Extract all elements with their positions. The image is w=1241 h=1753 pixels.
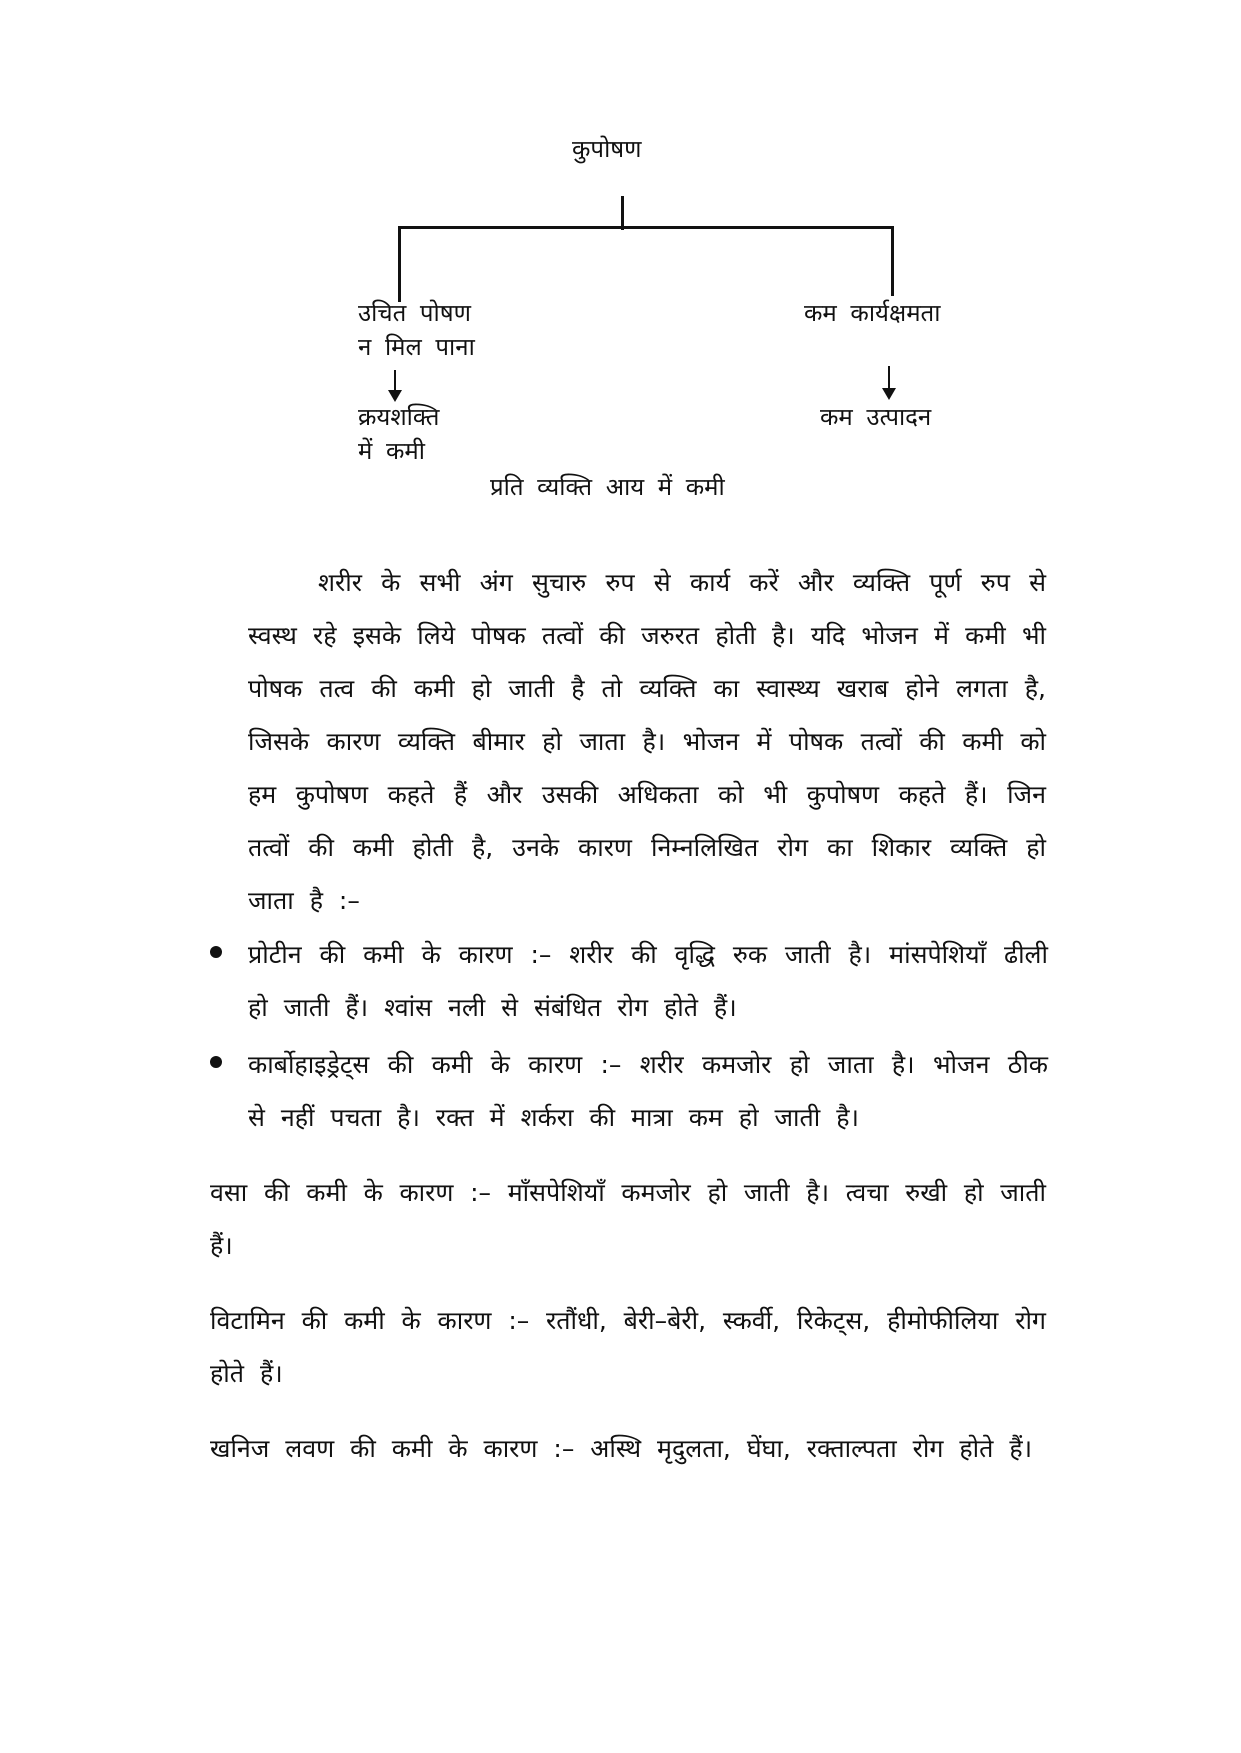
fat-deficiency-paragraph: वसा की कमी के कारण :– माँसपेशियाँ कमजोर हो जाती है। त्वचा रुखी हो जाती हैं। (210, 1178, 1046, 1260)
bullet-dot-icon (210, 1056, 222, 1068)
diagram-left-result (358, 400, 439, 468)
bullet-carbohydrate (210, 1038, 1048, 1144)
diagram-left-branch (358, 296, 475, 364)
left-branch-line (398, 226, 401, 302)
bullet-protein-text: प्रोटीन की कमी के कारण :– शरीर की वृद्धि रुक जाती है। मांसपेशियाँ ढीली हो जाती हैं। श्वांस नली से संबंधित रोग होते हैं। (248, 940, 1048, 1022)
left-branch-line2: न मिल पाना (358, 333, 475, 361)
root-stem-line (621, 196, 624, 230)
horizontal-connector-line (398, 226, 894, 229)
right-branch-line (891, 226, 894, 296)
bullet-carbohydrate-text: कार्बोहाइड्रेट्स की कमी के कारण :– शरीर कमजोर हो जाता है। भोजन ठीक से नहीं पचता है। रक्त में शर्करा की मात्रा कम हो जाती है। (248, 1050, 1048, 1132)
bullet-dot-icon (210, 946, 222, 958)
diagram-right-branch: कम कार्यक्षमता (804, 299, 941, 327)
left-result-line2: में कमी (358, 437, 425, 465)
diagram-right-result: कम उत्पादन (820, 403, 932, 431)
intro-paragraph (248, 556, 1046, 927)
diagram-bottom-label: प्रति व्यक्ति आय में कमी (490, 473, 725, 501)
bullet-protein (210, 928, 1048, 1034)
intro-paragraph-text: शरीर के सभी अंग सुचारु रुप से कार्य करें और व्यक्ति पूर्ण रुप से स्वस्थ रहे इसके लिये पोषक तत्वों की जरुरत होती है। यदि भोजन में कमी भी पोषक तत्व की कमी हो जाती है तो व्यक्ति का स्वास्थ्य खराब होने लगता है, जिसके कारण व्यक्ति बीमार हो जाता है। भोजन में पोषक तत्वों की कमी को हम कुपोषण कहते हैं और उसकी अधिकता को भी कुपोषण कहते हैं। जिन तत्वों की कमी होती है, उनके कारण निम्नलिखित रोग का शिकार व्यक्ति हो जाता है :– (248, 568, 1046, 915)
vitamin-deficiency-paragraph: विटामिन की कमी के कारण :– रतौंधी, बेरी–बेरी, स्कर्वी, रिकेट्स, हीमोफीलिया रोग होते हैं। (210, 1306, 1046, 1388)
mineral-deficiency-paragraph: खनिज लवण की कमी के कारण :– अस्थि मृदुलता, घेंघा, रक्ताल्पता रोग होते हैं। (210, 1434, 1033, 1463)
left-result-line1: क्रयशक्ति (358, 403, 440, 431)
diagram-root-label: कुपोषण (572, 135, 642, 163)
left-branch-line1: उचित पोषण (358, 299, 471, 327)
